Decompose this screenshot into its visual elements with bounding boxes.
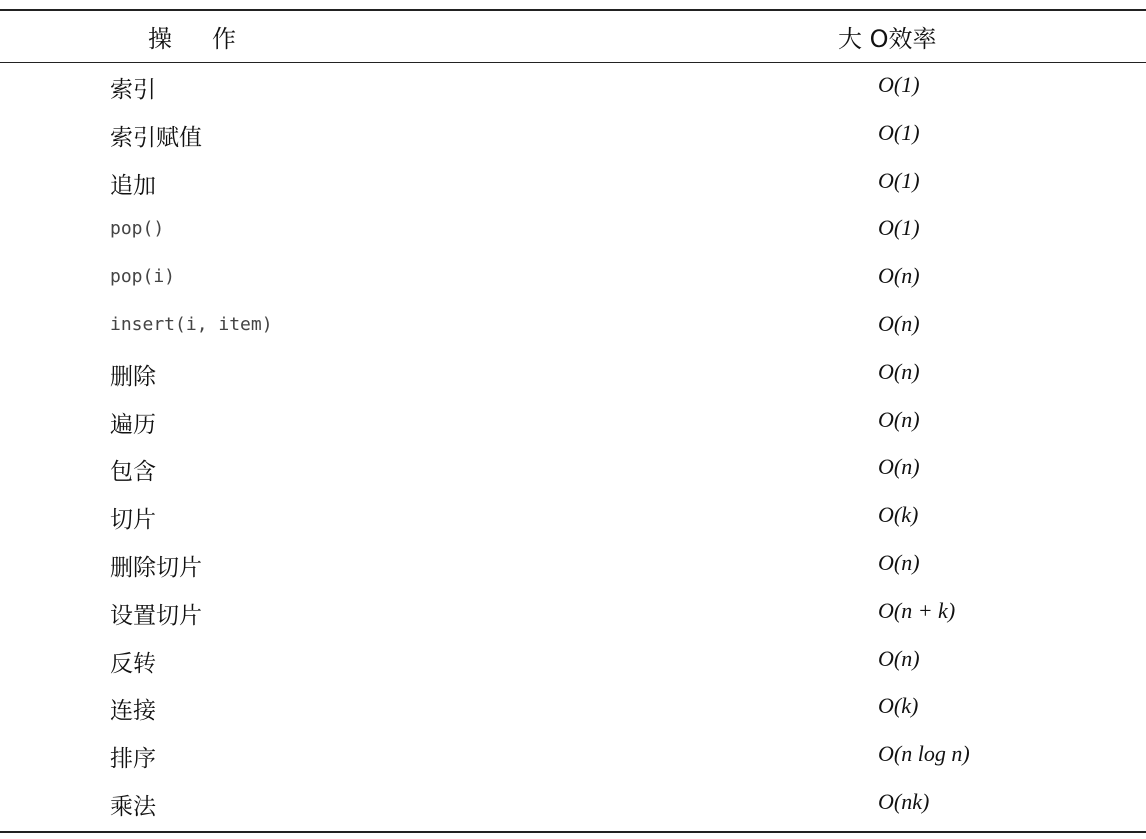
operation-cell: 乘法 (110, 793, 156, 820)
efficiency-cell: O(1) (878, 72, 920, 97)
efficiency-cell: O(n) (878, 358, 920, 384)
operation-cell: 反转 (110, 650, 156, 677)
table-row (0, 159, 1146, 207)
operation-cell: 索引赋值 (110, 124, 202, 151)
efficiency-cell: O(n) (878, 406, 920, 432)
bottom-rule (0, 831, 1146, 833)
table-row (0, 780, 1146, 828)
operation-cell: insert(i, item) (110, 313, 273, 335)
operation-cell: 切片 (110, 507, 156, 534)
table-row (0, 589, 1146, 637)
efficiency-cell: O(n) (878, 645, 920, 671)
efficiency-cell: O(k) (878, 502, 919, 528)
operation-cell: 索引 (110, 77, 156, 103)
header-efficiency: 大 O效率 (838, 25, 937, 53)
operation-cell: 追加 (110, 172, 156, 199)
operation-cell: 包含 (110, 459, 156, 486)
efficiency-cell: O(n log n) (878, 741, 970, 767)
table-row (0, 302, 1146, 350)
table-body (0, 63, 1146, 828)
table-row (0, 350, 1146, 398)
operation-cell: 设置切片 (110, 602, 202, 629)
efficiency-cell: O(nk) (878, 788, 930, 814)
table-row (0, 732, 1146, 780)
table-row (0, 493, 1146, 541)
operation-cell: pop() (110, 218, 165, 240)
table-row (0, 637, 1146, 685)
efficiency-cell: O(n) (878, 549, 920, 575)
operation-cell: 遍历 (110, 411, 156, 438)
table-row (0, 206, 1146, 254)
efficiency-cell: O(n + k) (878, 597, 956, 623)
efficiency-cell: O(n) (878, 454, 920, 480)
operation-cell: 删除 (110, 363, 156, 390)
operation-cell: 删除切片 (110, 554, 202, 581)
table-row (0, 254, 1146, 302)
efficiency-cell: O(1) (878, 167, 920, 193)
table-row (0, 684, 1146, 732)
operation-cell: 连接 (110, 698, 156, 725)
table-header (0, 11, 1146, 62)
operation-cell: pop(i) (110, 266, 176, 288)
table-row (0, 445, 1146, 493)
efficiency-cell: O(n) (878, 263, 920, 289)
table-row (0, 63, 1146, 111)
operation-cell: 排序 (110, 746, 156, 773)
efficiency-cell: O(1) (878, 215, 920, 241)
efficiency-cell: O(1) (878, 119, 920, 145)
header-operation: 操作 (148, 25, 276, 53)
efficiency-cell: O(k) (878, 693, 919, 719)
table-row (0, 541, 1146, 589)
efficiency-cell: O(n) (878, 310, 920, 336)
table-row (0, 398, 1146, 446)
table-row (0, 111, 1146, 159)
